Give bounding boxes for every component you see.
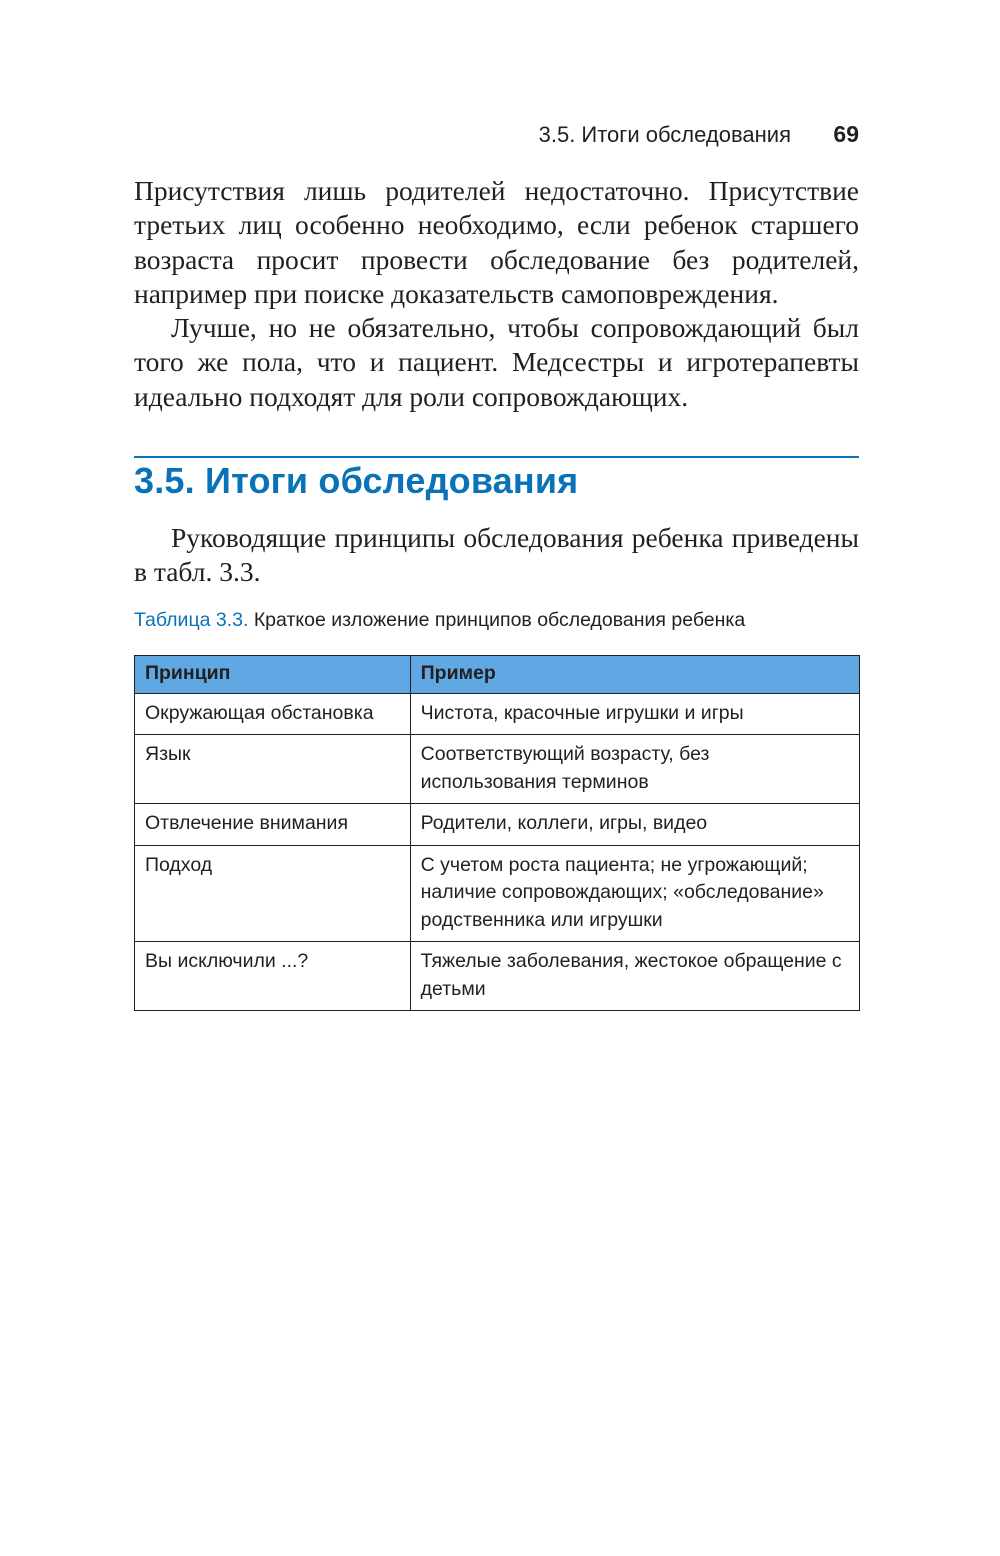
table-caption-label: Таблица 3.3.	[134, 609, 249, 631]
table-row	[135, 942, 860, 1011]
page-number: 69	[833, 121, 859, 147]
table-caption	[134, 609, 745, 632]
running-head-title: 3.5. Итоги обследования	[538, 122, 791, 147]
principle-cell: Вы исключили ...?	[135, 942, 411, 1011]
header-example: Пример	[410, 656, 859, 694]
table-row	[135, 804, 860, 846]
running-head	[134, 118, 859, 152]
paragraph-3: Руководящие принципы обследования ребенка приведены в табл. 3.3.	[134, 522, 859, 588]
example-cell: С учетом роста пациента; не угрожающий; наличие сопровождающих; «обследование» родственника или игрушки	[410, 845, 859, 942]
table-row	[135, 735, 860, 804]
table-caption-text: Краткое изложение принципов обследования ребенка	[253, 609, 746, 631]
paragraph-1: Присутствия лишь родителей недостаточно. Присутствие третьих лиц особенно необходимо, если ребенок старшего возраста просит провести обследование без родителей, например при поиске доказательств самоповреждения.	[134, 175, 859, 309]
section-heading: 3.5. Итоги обследования	[134, 460, 579, 501]
example-cell: Тяжелые заболевания, жестокое обращение с детьми	[410, 942, 859, 1011]
principles-table	[134, 655, 860, 1011]
table-header-row	[135, 656, 860, 694]
principle-cell: Подход	[135, 845, 411, 942]
principle-cell: Отвлечение внимания	[135, 804, 411, 846]
example-cell: Родители, коллеги, игры, видео	[410, 804, 859, 846]
principle-cell: Язык	[135, 735, 411, 804]
principle-cell: Окружающая обстановка	[135, 693, 411, 735]
example-cell: Чистота, красочные игрушки и игры	[410, 693, 859, 735]
paragraph-2: Лучше, но не обязательно, чтобы сопровождающий был того же пола, что и пациент. Медсестры и игротерапевты идеально подходят для роли сопровождающих.	[134, 312, 859, 412]
header-principle: Принцип	[135, 656, 411, 694]
example-cell: Соответствующий возрасту, без использования терминов	[410, 735, 859, 804]
table-row	[135, 693, 860, 735]
section-rule	[134, 456, 859, 458]
table-row	[135, 845, 860, 942]
